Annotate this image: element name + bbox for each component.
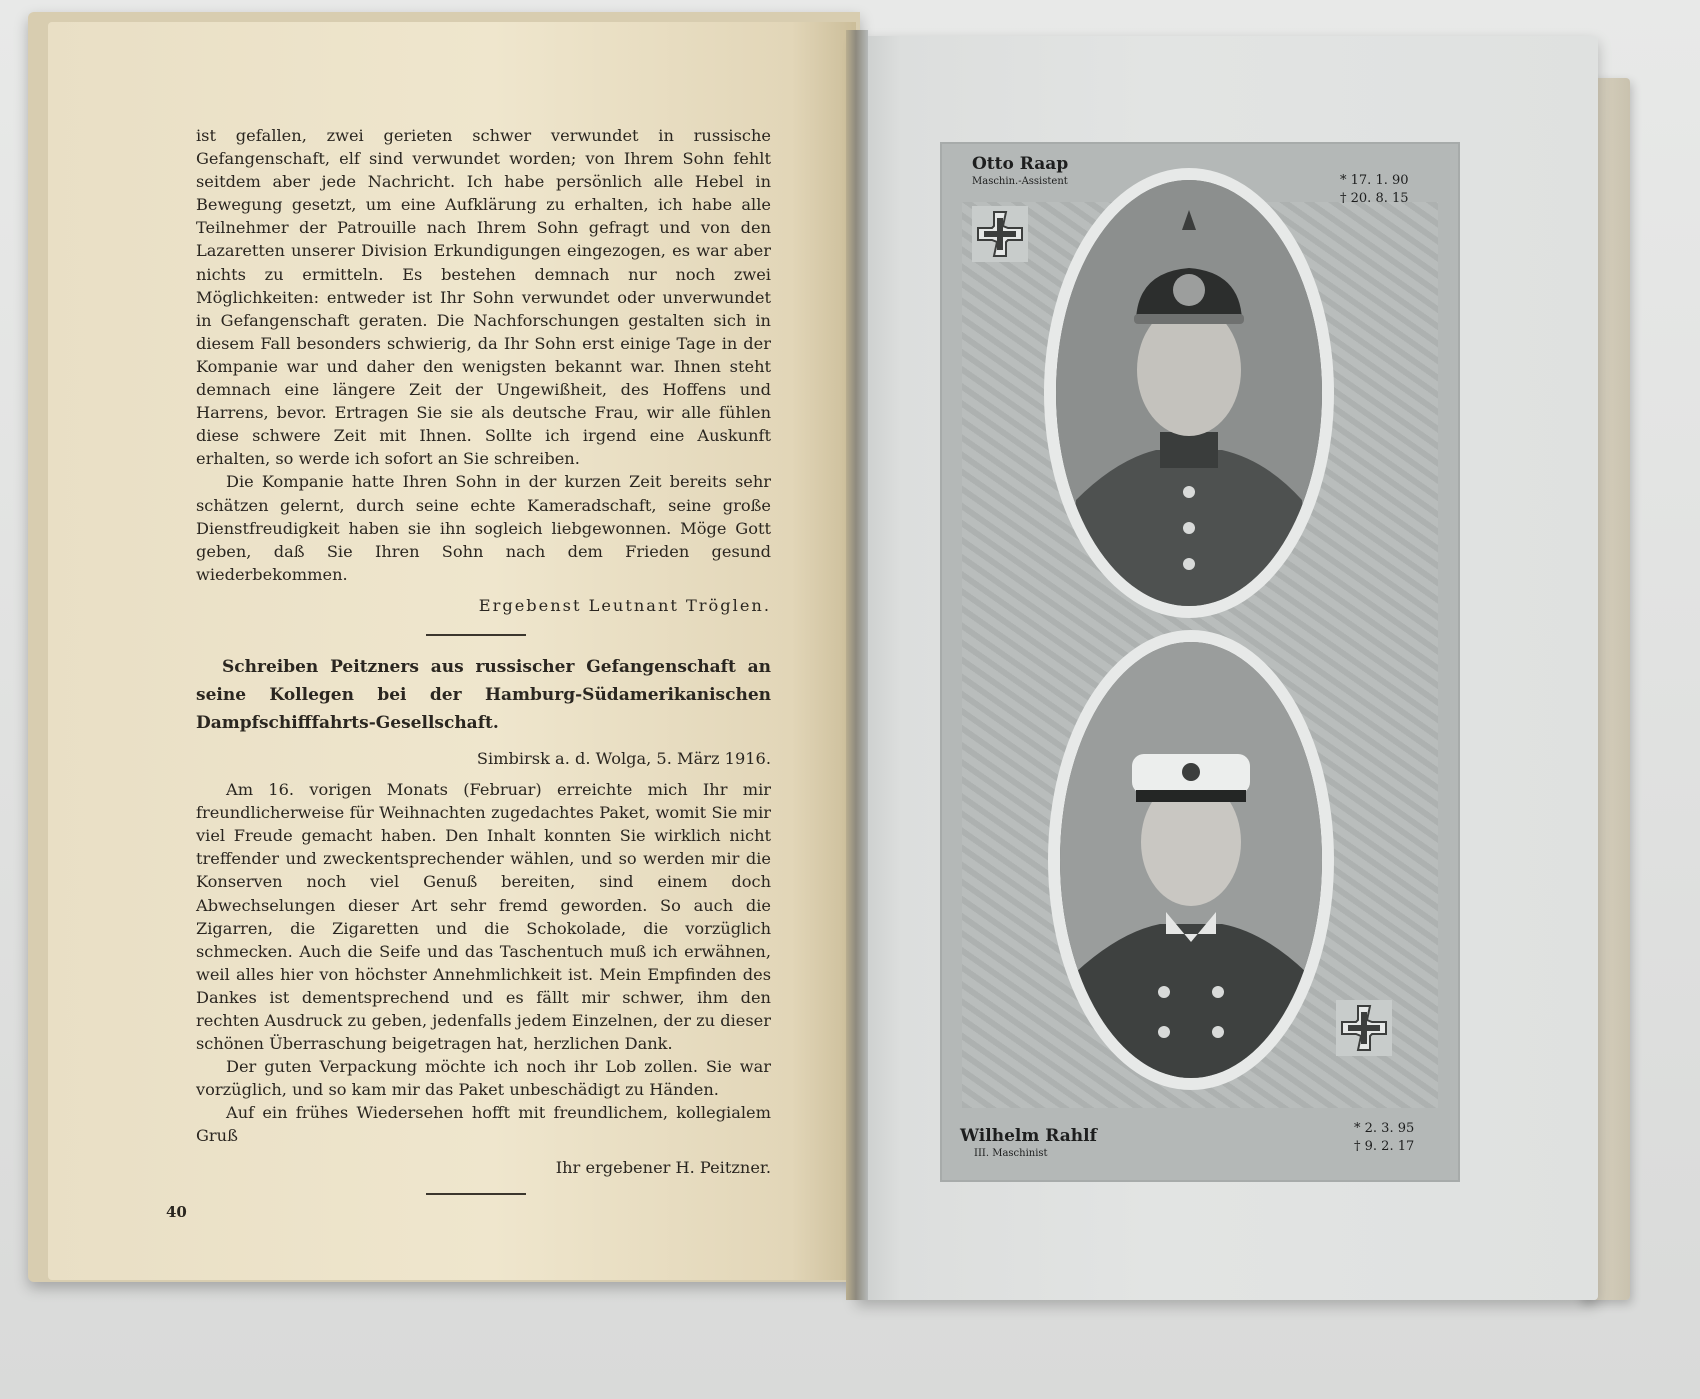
book-gutter xyxy=(846,30,868,1300)
section-heading: Schreiben Peitzners aus russischer Gefangenschaft an seine Kollegen bei der Hamburg-Südamerikanischen Dampfschifffahrts-Gesellschaft. xyxy=(196,656,771,733)
letter-paragraph: Am 16. vorigen Monats (Februar) erreichte mich Ihr mir freundlicherweise für Weihnachten zugedachtes Paket, womit Sie mir viel Freude gemacht haben. Den Inhalt konnten Sie wirklich nicht treffender und zweckentsprechender wählen, und so werden mir die Konserven noch viel Genuß bereiten, sind einem doch Abwechselungen dieser Art sehr fremd geworden. So auch die Zigarren, die Zigaretten und die Schokolade, die vorzüglich schmecken. Auch die Seife und das Taschentuch muß ich erwähnen, weil alles hier von höchster Annehmlichkeit ist. Mein Empfinden des Dankes ist dementsprechend und es fällt mir schwer, ihm den rechten Ausdruck zu geben, jedenfalls jedem Einzelnen, der zu dieser schönen Überraschung beigetragen hat, herzlichen Dank. xyxy=(196,780,771,1054)
iron-cross-icon xyxy=(1336,1000,1392,1056)
memorial-plate xyxy=(940,142,1460,1182)
letter-paragraph: Auf ein frühes Wiedersehen hofft mit freundlichem, kollegialem Gruß xyxy=(196,1103,771,1146)
role-bottom: III. Maschinist xyxy=(974,1148,1048,1159)
role-top: Maschin.-Assistent xyxy=(972,176,1068,187)
place-date: Simbirsk a. d. Wolga, 5. März 1916. xyxy=(476,748,771,768)
born-date: * 17. 1. 90 xyxy=(1340,173,1409,188)
letter-paragraph: Der guten Verpackung möchte ich noch ihr Lob zollen. Sie war vorzüglich, und so kam mir das Paket unbeschädigt zu Händen. xyxy=(196,1057,771,1100)
portrait-wilhelm-rahlf xyxy=(1060,642,1322,1078)
left-page-text xyxy=(196,124,771,1212)
name-top: Otto Raap xyxy=(972,154,1069,174)
signature: Ihr ergebener H. Peitzner. xyxy=(555,1157,771,1177)
paragraph: ist gefallen, zwei gerieten schwer verwundet in russische Gefangenschaft, elf sind verwundet worden; von Ihrem Sohn fehlt seitdem aber jede Nachricht. Ich habe persönlich alle Hebel in Bewegung gesetzt, um eine Aufklärung zu erhalten, ich habe alle Teilnehmer der Patrouille nach Ihrem Sohn gefragt und von den Lazaretten unserer Division Erkundigungen eingezogen, es war aber nichts zu ermitteln. Es bestehen demnach nur noch zwei Möglichkeiten: entweder ist Ihr Sohn verwundet oder unverwundet in Gefangenschaft geraten. Die Nachforschungen gestalten sich in diesem Fall besonders schwierig, da Ihr Sohn erst einige Tage in der Kompanie war und daher den wenigsten bekannt war. Ihnen steht demnach eine längere Zeit der Ungewißheit, des Hoffens und Harrens, bevor. Ertragen Sie sie als deutsche Frau, wir alle fühlen diese schwere Zeit mit Ihnen. Sollte ich irgend eine Auskunft erhalten, so werde ich sofort an Sie schreiben. xyxy=(196,126,771,469)
page-number: 40 xyxy=(166,1203,187,1221)
signature: Ergebenst Leutnant Tröglen. xyxy=(478,595,771,615)
portrait-otto-raap xyxy=(1056,180,1322,606)
divider xyxy=(426,1193,526,1195)
dates-top xyxy=(1340,172,1409,208)
paragraph: Die Kompanie hatte Ihren Sohn in der kurzen Zeit bereits sehr schätzen gelernt, durch seine echte Kameradschaft, seine große Dienstfreudigkeit haben sie ihn sogleich liebgewonnen. Möge Gott geben, daß Sie Ihren Sohn nach dem Frieden gesund wiederbekommen. xyxy=(196,472,771,584)
name-bottom: Wilhelm Rahlf xyxy=(960,1126,1097,1146)
born-date: * 2. 3. 95 xyxy=(1354,1121,1415,1136)
death-date: † 9. 2. 17 xyxy=(1354,1139,1415,1154)
dates-bottom xyxy=(1354,1120,1414,1156)
death-date: † 20. 8. 15 xyxy=(1340,191,1409,206)
iron-cross-icon xyxy=(972,206,1028,262)
divider xyxy=(426,634,526,636)
